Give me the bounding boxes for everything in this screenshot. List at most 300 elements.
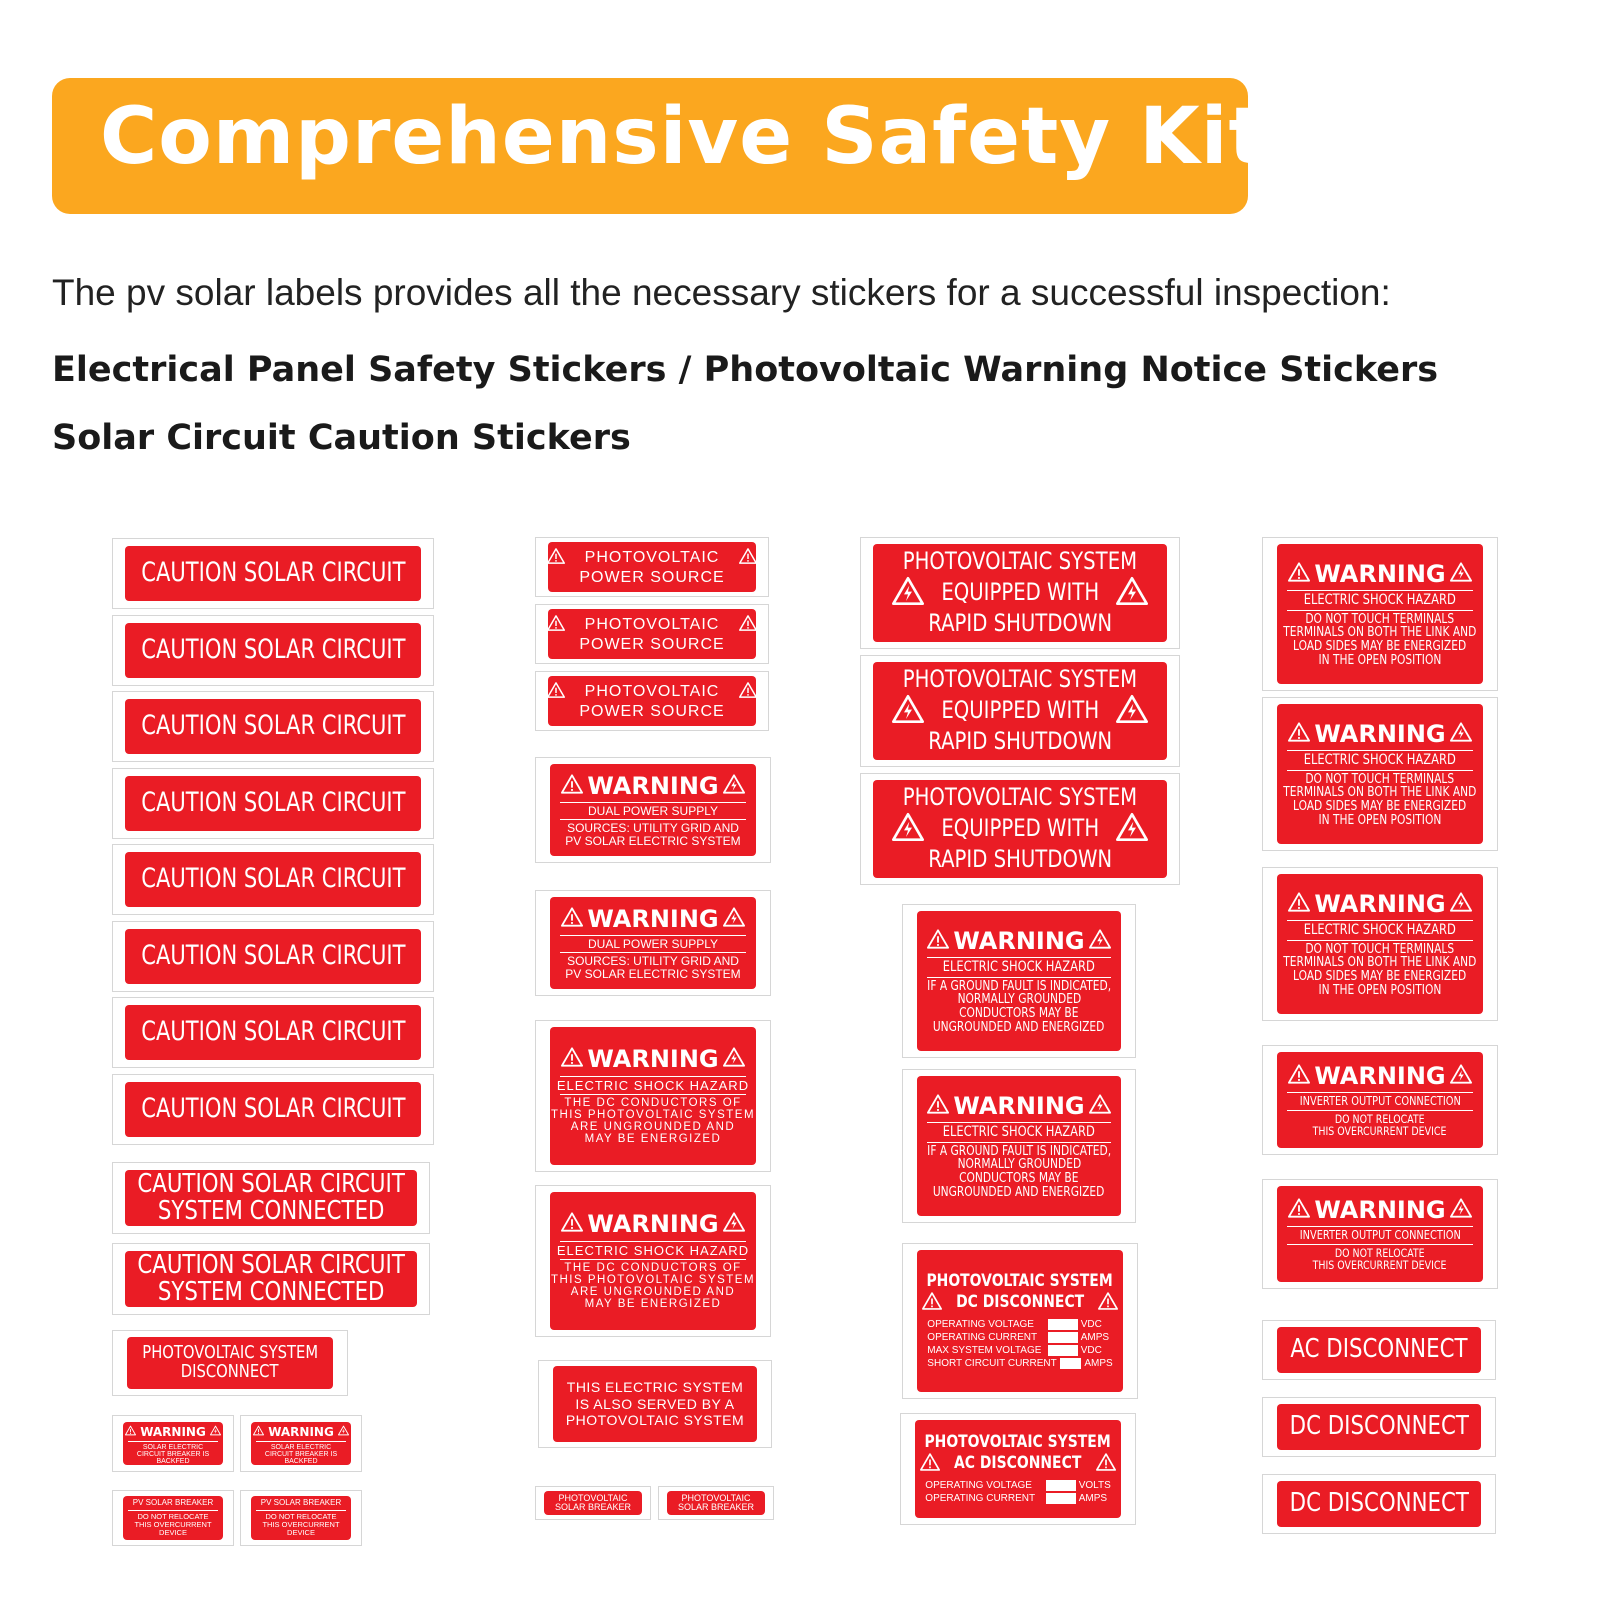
warning-triangle-icon [561,906,583,933]
electric-shock-triangle-icon [1450,891,1472,918]
red-label-face [1277,874,1483,1014]
title-banner [52,78,1267,214]
warning-word: WARNING [953,926,1085,955]
electric-shock-triangle-icon [1450,1063,1472,1090]
photovoltaic-solar-breaker-sticker [658,1486,774,1520]
warning-heading [927,1093,1110,1120]
label-text: PHOTOVOLTAIC [558,1492,628,1503]
red-label-face [548,609,756,659]
warning-triangle-icon [1288,1197,1310,1224]
label-text: IN THE OPEN POSITION [1318,812,1442,828]
label-text: POWER SOURCE [579,569,725,586]
red-label-face [125,776,421,831]
warning-triangle-icon [561,773,583,800]
caution-system-connected-sticker [112,1162,430,1234]
warning-triangle-icon [1098,1291,1118,1316]
subheading-2: Solar Circuit Caution Stickers [52,418,631,458]
red-label-face [125,1170,417,1226]
label-text: RAPID SHUTDOWN [928,609,1112,638]
divider [927,957,1111,958]
warning-heading [1288,561,1471,588]
red-label-face [125,1005,421,1060]
rating-row [925,1493,1110,1504]
warning-triangle-icon [1288,1063,1310,1090]
warning-word: WARNING [953,1091,1085,1120]
label-text: PHOTOVOLTAIC SYSTEM [565,1412,745,1429]
caution-system-connected-sticker [112,1243,430,1315]
caution-solar-circuit-sticker [112,1074,434,1145]
label-text: TERMINALS ON BOTH THE LINK AND [1283,785,1477,801]
label-text: DC DISCONNECT [1289,1411,1469,1442]
label-text: LOAD SIDES MAY BE ENERGIZED [1293,968,1467,984]
electric-shock-triangle-icon [1089,928,1111,955]
label-text: AC DISCONNECT [1290,1334,1468,1365]
divider [1287,1226,1472,1227]
label-text: NORMALLY GROUNDED [957,1157,1081,1173]
label-text: LOAD SIDES MAY BE ENERGIZED [1293,638,1467,654]
rating-unit: AMPS [1078,1492,1108,1504]
warning-triangle-icon [920,1452,940,1477]
label-text: CAUTION SOLAR CIRCUIT [140,863,406,895]
label-text: INVERTER OUTPUT CONNECTION [1299,1094,1461,1109]
pv-ac-disconnect-sticker [900,1413,1136,1525]
label-text: THE DC CONDUCTORS OF [564,1097,742,1110]
rating-label: OPERATING VOLTAGE [925,1479,1032,1491]
ac-disconnect-sticker [1262,1320,1496,1380]
red-label-face [548,542,756,592]
warning-triangle-icon [125,1425,136,1439]
label-text: THIS ELECTRIC SYSTEM [566,1378,744,1395]
warning-word: WARNING [1314,1196,1446,1225]
label-text: SOLAR BREAKER [554,1502,632,1512]
red-label-face [1277,544,1483,684]
label-text: RAPID SHUTDOWN [928,727,1112,756]
warning-triangle-icon [561,1211,583,1238]
electric-shock-triangle-icon [1116,693,1148,730]
warning-do-not-touch-sticker [1262,867,1498,1021]
warning-inverter-output-sticker [1262,1045,1498,1155]
divider [560,1259,745,1260]
red-label-face [251,1422,351,1465]
label-text: ELECTRIC SHOCK HAZARD [942,1123,1096,1140]
caution-solar-circuit-sticker [112,921,434,992]
warning-inverter-output-sticker [1262,1179,1498,1289]
rating-row [927,1332,1112,1343]
rating-row [925,1480,1110,1491]
electric-shock-triangle-icon [338,1425,349,1439]
label-text: DC DISCONNECT [1289,1488,1469,1519]
label-text: UNGROUNDED AND ENERGIZED [933,1019,1105,1035]
label-text: TERMINALS ON BOTH THE LINK AND [1283,955,1477,971]
electric-shock-triangle-icon [1450,721,1472,748]
rating-label: MAX SYSTEM VOLTAGE [927,1344,1042,1356]
label-text: CONDUCTORS MAY BE [959,1170,1079,1186]
pv-power-source-sticker [535,537,769,597]
red-label-face [544,1491,642,1515]
warning-breaker-backfed-sticker [240,1415,362,1472]
caution-solar-circuit-sticker [112,768,434,839]
warning-triangle-icon [739,547,756,570]
warning-word: WARNING [1314,559,1446,588]
red-label-face [873,780,1167,878]
red-label-face [550,1027,756,1165]
rating-label: OPERATING CURRENT [927,1331,1038,1343]
electric-shock-triangle-icon [723,1046,745,1073]
electric-shock-triangle-icon [892,811,924,848]
warning-breaker-backfed-sticker [112,1415,234,1472]
rating-row [927,1319,1112,1330]
label-text: THE DC CONDUCTORS OF [564,1262,742,1275]
rating-table [925,1480,1110,1504]
label-text: CAUTION SOLAR CIRCUIT [140,1092,406,1124]
red-label-face [1277,1327,1481,1373]
warning-dual-power-sticker [535,757,771,863]
warning-do-not-touch-sticker [1262,537,1498,691]
red-label-face [1277,1052,1483,1148]
divider [560,935,745,936]
label-text: SOURCES: UTILITY GRID AND [567,954,739,969]
warning-ground-fault-sticker [902,904,1136,1058]
divider [927,1122,1111,1123]
label-text: SOLAR BREAKER [677,1502,755,1512]
label-text: CAUTION SOLAR CIRCUIT [140,710,406,742]
label-text: IF A GROUND FAULT IS INDICATED, [927,1143,1111,1159]
red-label-face [123,1496,223,1540]
rating-unit: VOLTS [1078,1479,1111,1491]
label-line [892,575,1148,612]
label-text: PHOTOVOLTAIC SYSTEM [924,1431,1112,1452]
warning-word: WARNING [1314,719,1446,748]
red-label-face [550,1192,756,1330]
label-text: NORMALLY GROUNDED [957,992,1081,1008]
divider [927,1142,1111,1143]
warning-ground-fault-sticker [902,1069,1136,1223]
label-text: CAUTION SOLAR CIRCUIT [140,633,406,665]
rating-unit: VDC [1080,1344,1102,1356]
red-label-face [873,544,1167,642]
label-text: THIS OVERCURRENT DEVICE [1313,1123,1447,1138]
red-label-face [125,852,421,907]
label-text: THIS PHOTOVOLTAIC SYSTEM [550,1274,756,1287]
warning-triangle-icon [548,547,565,570]
label-text: SOLAR ELECTRIC CIRCUIT BREAKER IS BACKFED [264,1443,338,1465]
label-text: CAUTION SOLAR CIRCUIT [140,1016,406,1048]
red-label-face [125,623,421,678]
banner-title: Comprehensive Safety Kit [100,92,1267,182]
label-text: MAY BE ENERGIZED [584,1133,722,1146]
label-line [922,1291,1118,1316]
label-text: DUAL POWER SUPPLY [587,803,719,818]
rating-label: OPERATING VOLTAGE [927,1318,1034,1330]
also-served-by-pv-sticker [538,1360,772,1448]
warning-word: WARNING [587,904,719,933]
intro-text: The pv solar labels provides all the necessary stickers for a successful inspection: [52,272,1391,313]
label-text: THIS PHOTOVOLTAIC SYSTEM [550,1109,756,1122]
label-text: LOAD SIDES MAY BE ENERGIZED [1293,798,1467,814]
warning-word: WARNING [140,1424,206,1439]
pv-solar-breaker-sticker [112,1490,234,1546]
label-text: ARE UNGROUNDED AND [570,1121,736,1134]
caution-solar-circuit-sticker [112,615,434,686]
warning-word: WARNING [587,1210,719,1239]
warning-triangle-icon [739,614,756,637]
warning-word: WARNING [587,771,719,800]
label-text: SYSTEM CONNECTED [157,1277,385,1307]
divider [1287,770,1472,771]
caution-solar-circuit-sticker [112,538,434,609]
label-text: IN THE OPEN POSITION [1318,982,1442,998]
divider [560,952,745,953]
warning-triangle-icon [1096,1452,1116,1477]
red-label-face [251,1496,351,1540]
divider [1287,750,1472,751]
rapid-shutdown-sticker [860,655,1180,767]
label-text: CAUTION SOLAR CIRCUIT [137,1170,405,1199]
rating-value-field[interactable] [1048,1319,1078,1330]
electric-shock-triangle-icon [1450,1197,1472,1224]
label-text: CONDUCTORS MAY BE [959,1005,1079,1021]
pv-dc-disconnect-sticker [902,1243,1138,1399]
rating-row [927,1345,1112,1356]
label-line [548,681,756,704]
warning-word: WARNING [587,1045,719,1074]
label-line [548,614,756,637]
label-text: DO NOT RELOCATE [1335,1111,1425,1126]
label-text: ELECTRIC SHOCK HAZARD [1303,591,1457,608]
red-label-face [1277,1404,1481,1450]
label-text: SYSTEM CONNECTED [157,1196,385,1226]
label-text: PHOTOVOLTAIC SYSTEM [902,547,1138,576]
label-text: DO NOT RELOCATE THIS OVERCURRENT DEVICE [134,1511,212,1537]
label-text: DC DISCONNECT [955,1291,1085,1312]
label-text: PHOTOVOLTAIC SYSTEM [902,783,1138,812]
label-text: PHOTOVOLTAIC SYSTEM [142,1342,318,1364]
warning-triangle-icon [548,614,565,637]
rating-label: OPERATING CURRENT [925,1492,1036,1504]
red-label-face [125,1251,417,1307]
label-text: EQUIPPED WITH [941,578,1099,607]
divider [1287,1110,1472,1111]
warning-heading [1288,1197,1471,1224]
pv-power-source-sticker [535,604,769,664]
warning-heading [1288,1063,1471,1090]
red-label-face [125,1082,421,1137]
red-label-face [917,911,1121,1051]
warning-heading [927,928,1110,955]
warning-dc-conductors-sticker [535,1020,771,1172]
rapid-shutdown-sticker [860,537,1180,649]
warning-heading [1288,891,1471,918]
label-line [892,693,1148,730]
divider [927,977,1111,978]
red-label-face [548,676,756,726]
caution-solar-circuit-sticker [112,691,434,762]
label-text: POWER SOURCE [579,636,725,653]
label-text: THIS OVERCURRENT DEVICE [1313,1257,1447,1272]
rating-value-field[interactable] [1046,1480,1076,1491]
label-text: ELECTRIC SHOCK HAZARD [942,958,1096,975]
rating-table [927,1319,1112,1369]
red-label-face [917,1250,1123,1392]
label-text: PHOTOVOLTAIC [681,1492,751,1503]
rapid-shutdown-sticker [860,773,1180,885]
pv-system-disconnect-sticker [112,1330,348,1396]
warning-heading [561,1211,744,1238]
label-text: AC DISCONNECT [954,1452,1082,1473]
label-text: POWER SOURCE [579,703,725,720]
label-text: PV SOLAR BREAKER [260,1498,342,1508]
label-text: CAUTION SOLAR CIRCUIT [140,786,406,818]
divider [256,1510,346,1511]
label-text: ELECTRIC SHOCK HAZARD [556,1077,750,1093]
label-text: IF A GROUND FAULT IS INDICATED, [927,978,1111,994]
rating-unit: AMPS [1084,1357,1113,1369]
electric-shock-triangle-icon [723,773,745,800]
red-label-face [1277,1481,1481,1527]
red-label-face [123,1422,223,1465]
divider [256,1441,346,1442]
label-text: PHOTOVOLTAIC [584,683,720,701]
pv-solar-breaker-sticker [240,1490,362,1546]
rating-value-field[interactable] [1046,1493,1076,1504]
label-text: DO NOT RELOCATE [1335,1245,1425,1260]
dc-disconnect-sticker [1262,1474,1496,1534]
label-text: PHOTOVOLTAIC [584,549,720,567]
divider [1287,1092,1472,1093]
label-text: DO NOT TOUCH TERMINALS [1305,941,1455,957]
label-text: DISCONNECT [181,1361,279,1382]
label-text: PV SOLAR ELECTRIC SYSTEM [565,833,741,848]
pv-power-source-sticker [535,671,769,731]
label-text: CAUTION SOLAR CIRCUIT [140,939,406,971]
divider [128,1510,218,1511]
label-text: ELECTRIC SHOCK HAZARD [1303,751,1457,768]
warning-triangle-icon [548,681,565,704]
warning-word: WARNING [268,1424,334,1439]
rating-value-field[interactable] [1048,1345,1078,1356]
warning-dual-power-sticker [535,890,771,996]
label-text: SOLAR ELECTRIC CIRCUIT BREAKER IS BACKFED [136,1443,210,1465]
warning-dc-conductors-sticker [535,1185,771,1337]
label-line [548,547,756,570]
label-text: MAY BE ENERGIZED [584,1298,722,1311]
photovoltaic-solar-breaker-sticker [535,1486,651,1520]
warning-heading [561,1046,744,1073]
red-label-face [125,546,421,601]
electric-shock-triangle-icon [723,1211,745,1238]
label-text: CAUTION SOLAR CIRCUIT [137,1251,405,1280]
label-text: PHOTOVOLTAIC SYSTEM [902,665,1138,694]
divider [1287,590,1472,591]
label-text: SOURCES: UTILITY GRID AND [567,821,739,836]
divider [1287,1244,1472,1245]
warning-triangle-icon [922,1291,942,1316]
subheading-1: Electrical Panel Safety Stickers / Photovoltaic Warning Notice Stickers [52,350,1439,390]
label-text: EQUIPPED WITH [941,814,1099,843]
red-label-face [127,1337,333,1389]
warning-triangle-icon [927,928,949,955]
rating-row [927,1358,1112,1369]
warning-word: WARNING [1314,889,1446,918]
dc-disconnect-sticker [1262,1397,1496,1457]
divider [560,819,745,820]
label-text: IN THE OPEN POSITION [1318,652,1442,668]
red-label-face [1277,1186,1483,1282]
rating-label: SHORT CIRCUIT CURRENT [927,1357,1057,1369]
rating-value-field[interactable] [1048,1332,1078,1343]
red-label-face [873,662,1167,760]
electric-shock-triangle-icon [892,575,924,612]
electric-shock-triangle-icon [210,1425,221,1439]
red-label-face [553,1366,757,1442]
label-text: DO NOT TOUCH TERMINALS [1305,771,1455,787]
label-text: ELECTRIC SHOCK HAZARD [556,1242,750,1258]
divider [1287,920,1472,921]
label-line [892,811,1148,848]
warning-heading [561,906,744,933]
label-text: CAUTION SOLAR CIRCUIT [140,557,406,589]
electric-shock-triangle-icon [1089,1093,1111,1120]
divider [128,1441,218,1442]
divider [560,1094,745,1095]
red-label-face [667,1491,765,1515]
divider [560,1076,745,1077]
label-text: ARE UNGROUNDED AND [570,1286,736,1299]
red-label-face [1277,704,1483,844]
label-text: DO NOT TOUCH TERMINALS [1305,611,1455,627]
divider [1287,610,1472,611]
warning-triangle-icon [1288,561,1310,588]
label-text: PV SOLAR ELECTRIC SYSTEM [565,966,741,981]
divider [1287,940,1472,941]
label-text: EQUIPPED WITH [941,696,1099,725]
label-text: RAPID SHUTDOWN [928,845,1112,874]
label-text: PHOTOVOLTAIC [584,616,720,634]
warning-triangle-icon [253,1425,264,1439]
red-label-face [125,929,421,984]
label-text: INVERTER OUTPUT CONNECTION [1299,1228,1461,1243]
electric-shock-triangle-icon [1116,811,1148,848]
red-label-face [917,1076,1121,1216]
rating-unit: VDC [1080,1318,1102,1330]
rating-value-field[interactable] [1060,1358,1082,1369]
warning-triangle-icon [927,1093,949,1120]
warning-heading [561,773,744,800]
label-line [920,1452,1115,1477]
label-text: DO NOT RELOCATE THIS OVERCURRENT DEVICE [262,1511,340,1537]
red-label-face [550,897,756,989]
label-text: PHOTOVOLTAIC SYSTEM [926,1270,1114,1291]
rating-unit: AMPS [1080,1331,1110,1343]
red-label-face [915,1420,1121,1518]
electric-shock-triangle-icon [1116,575,1148,612]
label-text: PV SOLAR BREAKER [132,1498,214,1508]
red-label-face [550,764,756,856]
warning-triangle-icon [1288,891,1310,918]
electric-shock-triangle-icon [723,906,745,933]
divider [560,802,745,803]
warning-heading [253,1425,349,1439]
red-label-face [125,699,421,754]
warning-heading [1288,721,1471,748]
label-text: ELECTRIC SHOCK HAZARD [1303,921,1457,938]
label-text: DUAL POWER SUPPLY [587,936,719,951]
warning-word: WARNING [1314,1062,1446,1091]
electric-shock-triangle-icon [1450,561,1472,588]
warning-do-not-touch-sticker [1262,697,1498,851]
warning-triangle-icon [739,681,756,704]
warning-heading [125,1425,221,1439]
